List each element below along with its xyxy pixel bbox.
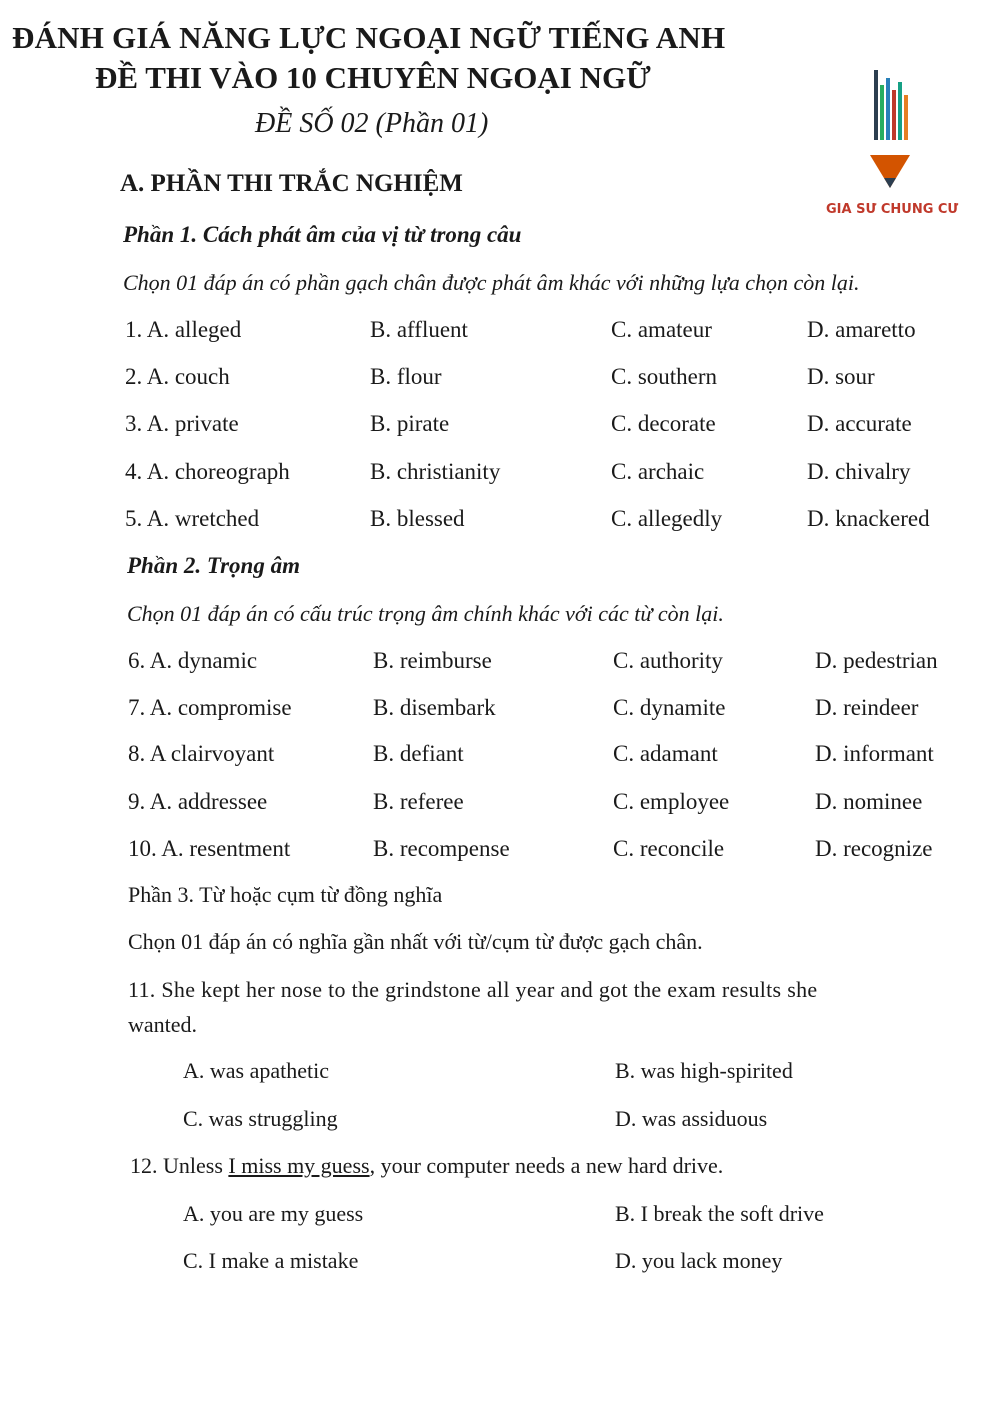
q12-stem xyxy=(130,1153,723,1179)
q11-option-a: A. was apathetic xyxy=(183,1058,329,1083)
q6-option-b: B. reimburse xyxy=(373,648,492,673)
q2-option-b: B. flour xyxy=(370,364,442,389)
q9-option-c: C. employee xyxy=(613,789,730,814)
q6-option-c: C. authority xyxy=(613,648,723,673)
q11-stem-line2: wanted. xyxy=(128,1012,198,1037)
q1-option-d: D. amaretto xyxy=(807,317,916,342)
q9-option-a: 9. A. addressee xyxy=(128,789,268,814)
section-a-heading: A. PHẦN THI TRẮC NGHIỆM xyxy=(120,170,463,197)
q12-stem-suffix: , your computer needs a new hard drive. xyxy=(369,1153,724,1178)
q6-option-d: D. pedestrian xyxy=(815,648,938,673)
q4-option-d: D. chivalry xyxy=(807,459,911,484)
exam-code: ĐỀ SỐ 02 (Phần 01) xyxy=(255,108,489,139)
part3-instruction: Chọn 01 đáp án có nghĩa gần nhất với từ/cụm từ được gạch chân. xyxy=(128,929,703,954)
q12-underlined-phrase: I miss my guess xyxy=(228,1153,370,1178)
q5-option-d: D. knackered xyxy=(807,506,930,531)
q6-option-a: 6. A. dynamic xyxy=(128,648,258,673)
q9-option-b: B. referee xyxy=(373,789,464,814)
q10-option-a: 10. A. resentment xyxy=(128,836,291,861)
q3-option-b: B. pirate xyxy=(370,411,450,436)
logo-text: GIA SƯ CHUNG CƯ xyxy=(826,202,959,217)
q7-option-c: C. dynamite xyxy=(613,695,726,720)
exam-subtitle: ĐỀ THI VÀO 10 CHUYÊN NGOẠI NGỮ xyxy=(95,60,651,95)
q8-option-d: D. informant xyxy=(815,741,934,766)
q11-option-d: D. was assiduous xyxy=(615,1106,768,1131)
exam-title: ĐÁNH GIÁ NĂNG LỰC NGOẠI NGỮ TIẾNG ANH xyxy=(12,20,726,55)
q1-option-a: 1. A. alleged xyxy=(125,317,242,342)
q3-option-c: C. decorate xyxy=(611,411,716,436)
q4-option-c: C. archaic xyxy=(611,459,705,484)
q2-option-c: C. southern xyxy=(611,364,718,389)
q12-option-b: B. I break the soft drive xyxy=(615,1201,824,1226)
q9-option-d: D. nominee xyxy=(815,789,923,814)
q7-option-a: 7. A. compromise xyxy=(128,695,292,720)
part2-title: Phần 2. Trọng âm xyxy=(127,553,300,578)
q10-option-b: B. recompense xyxy=(373,836,510,861)
part1-instruction: Chọn 01 đáp án có phần gạch chân được phát âm khác với những lựa chọn còn lại. xyxy=(123,270,860,295)
q4-option-b: B. christianity xyxy=(370,459,501,484)
q12-option-c: C. I make a mistake xyxy=(183,1248,359,1273)
q7-option-d: D. reindeer xyxy=(815,695,919,720)
part3-title: Phần 3. Từ hoặc cụm từ đồng nghĩa xyxy=(128,882,443,907)
q12-stem-prefix: 12. Unless xyxy=(130,1153,229,1178)
q10-option-c: C. reconcile xyxy=(613,836,725,861)
part2-instruction: Chọn 01 đáp án có cấu trúc trọng âm chính khác với các từ còn lại. xyxy=(127,601,724,626)
q2-option-a: 2. A. couch xyxy=(125,364,230,389)
q11-option-b: B. was high-spirited xyxy=(615,1058,793,1083)
q8-option-b: B. defiant xyxy=(373,741,464,766)
q5-option-c: C. allegedly xyxy=(611,506,723,531)
q11-stem-line1: 11. She kept her nose to the grindstone all year and got the exam results she xyxy=(128,977,818,1002)
q2-option-d: D. sour xyxy=(807,364,875,389)
q1-option-b: B. affluent xyxy=(370,317,468,342)
q12-option-a: A. you are my guess xyxy=(183,1201,364,1226)
pencil-bars-logo-icon xyxy=(860,60,920,200)
q1-option-c: C. amateur xyxy=(611,317,712,342)
q5-option-a: 5. A. wretched xyxy=(125,506,260,531)
q12-option-d: D. you lack money xyxy=(615,1248,783,1273)
q3-option-a: 3. A. private xyxy=(125,411,239,436)
part1-title: Phần 1. Cách phát âm của vị từ trong câu xyxy=(123,222,522,247)
q11-option-c: C. was struggling xyxy=(183,1106,338,1131)
q8-option-a: 8. A clairvoyant xyxy=(128,741,275,766)
q10-option-d: D. recognize xyxy=(815,836,933,861)
q5-option-b: B. blessed xyxy=(370,506,465,531)
q4-option-a: 4. A. choreograph xyxy=(125,459,290,484)
q3-option-d: D. accurate xyxy=(807,411,912,436)
q8-option-c: C. adamant xyxy=(613,741,718,766)
q7-option-b: B. disembark xyxy=(373,695,496,720)
